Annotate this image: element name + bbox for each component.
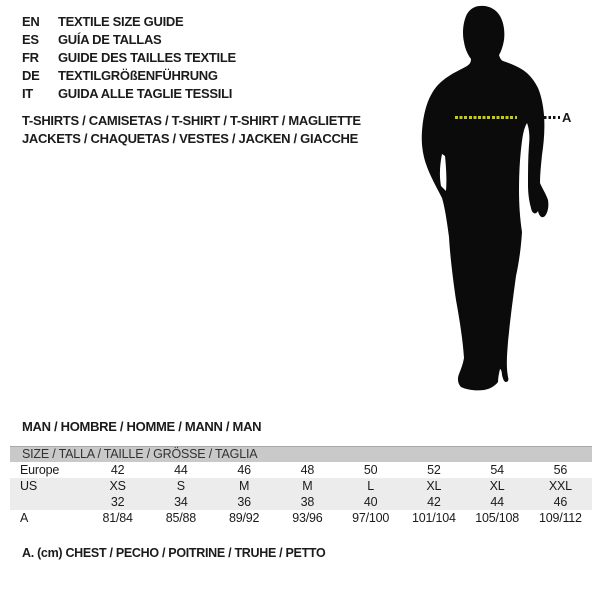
category-list bbox=[22, 112, 361, 147]
size-value: XL bbox=[489, 479, 505, 493]
language-label: TEXTILE SIZE GUIDE bbox=[58, 14, 184, 29]
language-code: IT bbox=[22, 86, 33, 101]
size-value: 42 bbox=[427, 495, 441, 509]
size-value: XL bbox=[426, 479, 442, 493]
size-value: 109/112 bbox=[538, 511, 582, 525]
row-label bbox=[10, 494, 86, 510]
language-code: EN bbox=[22, 14, 40, 29]
size-value: 44 bbox=[490, 495, 504, 509]
category-tshirts: T-SHIRTS / CAMISETAS / T-SHIRT / T-SHIRT / MAGLIETTE bbox=[22, 113, 361, 128]
language-label: GUIDE DES TAILLES TEXTILE bbox=[58, 50, 236, 65]
size-value: XS bbox=[109, 479, 126, 493]
language-code: FR bbox=[22, 50, 39, 65]
language-row bbox=[22, 85, 236, 103]
language-code: DE bbox=[22, 68, 40, 83]
size-value: 50 bbox=[363, 463, 378, 477]
language-label: TEXTILGRÖßENFÜHRUNG bbox=[58, 68, 218, 83]
language-row bbox=[22, 13, 236, 31]
language-code: ES bbox=[22, 32, 39, 47]
size-value: 54 bbox=[490, 463, 504, 477]
language-row bbox=[22, 31, 236, 49]
language-list bbox=[22, 13, 236, 103]
size-value: 46 bbox=[237, 463, 251, 477]
size-value: 56 bbox=[553, 463, 568, 477]
size-table-header: SIZE / TALLA / TAILLE / GRÖSSE / TAGLIA bbox=[10, 446, 592, 462]
size-value: L bbox=[367, 479, 374, 493]
size-value: 46 bbox=[553, 495, 568, 509]
table-row-us bbox=[10, 478, 592, 494]
size-value: 38 bbox=[300, 495, 315, 509]
size-value: S bbox=[176, 479, 185, 493]
measure-label-a: A bbox=[562, 110, 572, 125]
size-value: 40 bbox=[363, 495, 378, 509]
table-row-europe bbox=[10, 462, 592, 478]
size-value: 97/100 bbox=[352, 511, 390, 525]
measurement-footnote: A. (cm) CHEST / PECHO / POITRINE / TRUHE / PETTO bbox=[22, 546, 326, 560]
size-value: 34 bbox=[174, 495, 188, 509]
table-row-numeric bbox=[10, 494, 592, 510]
size-value: M bbox=[302, 479, 313, 493]
size-value: 32 bbox=[110, 495, 125, 509]
row-label: A bbox=[20, 511, 29, 525]
language-row bbox=[22, 49, 236, 67]
language-label: GUÍA DE TALLAS bbox=[58, 32, 162, 47]
section-title-man: MAN / HOMBRE / HOMME / MANN / MAN bbox=[22, 419, 262, 434]
language-label: GUIDA ALLE TAGLIE TESSILI bbox=[58, 86, 233, 101]
size-value: 48 bbox=[300, 463, 315, 477]
language-row bbox=[22, 67, 236, 85]
size-value: XXL bbox=[548, 479, 572, 493]
category-jackets: JACKETS / CHAQUETAS / VESTES / JACKEN / GIACCHE bbox=[22, 130, 358, 146]
chest-measure-extension-line bbox=[544, 116, 560, 119]
row-label: US bbox=[20, 479, 37, 493]
size-value: 85/88 bbox=[165, 511, 197, 525]
size-value: 89/92 bbox=[228, 511, 260, 525]
man-silhouette-graphic bbox=[392, 0, 588, 405]
size-value: 42 bbox=[110, 463, 125, 477]
size-value: 93/96 bbox=[292, 511, 323, 525]
row-label: Europe bbox=[20, 463, 60, 477]
size-value: 81/84 bbox=[102, 511, 133, 525]
man-silhouette-figure bbox=[392, 0, 588, 405]
size-value: 36 bbox=[237, 495, 251, 509]
size-value: 44 bbox=[174, 463, 188, 477]
size-value: 101/104 bbox=[411, 511, 456, 525]
size-table bbox=[10, 446, 592, 526]
size-value: M bbox=[239, 479, 250, 493]
size-value: 105/108 bbox=[475, 511, 520, 525]
size-value: 52 bbox=[427, 463, 441, 477]
chest-measure-line bbox=[455, 116, 517, 119]
table-row-chest-a bbox=[10, 510, 592, 526]
